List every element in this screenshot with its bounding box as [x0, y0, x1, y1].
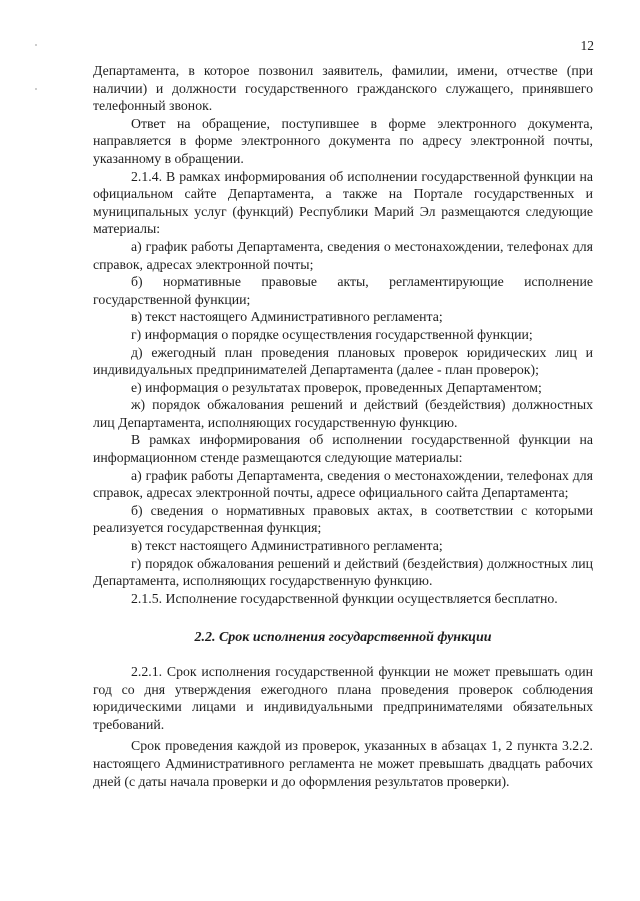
paragraph: 2.1.4. В рамках информирования об исполнении государственной функции на официальном сайте Департамента, а также на Портале государственных и муниципальных услуг (функций) Республики Марий Эл размещаются следующие материалы:	[93, 168, 593, 237]
paragraph: В рамках информирования об исполнении государственной функции на информационном стенде размещаются следующие материалы:	[93, 432, 593, 466]
scan-speck	[35, 88, 37, 90]
paragraph: Департамента, в которое позвонил заявитель, фамилии, имени, отчестве (при наличии) и должности государственного гражданского служащего, принявшего телефонный звонок.	[93, 63, 593, 114]
list-item: а) график работы Департамента, сведения о местонахождении, телефонах для справок, адресах электронной почты, адресе официального сайта Департамента;	[93, 467, 593, 501]
paragraph: Срок проведения каждой из проверок, указанных в абзацах 1, 2 пункта 3.2.2. настоящего Административного регламента не может превышать двадцать рабочих дней (с даты начала проверки и до оформления результатов проверки).	[93, 738, 593, 789]
page-number: 12	[580, 38, 594, 53]
paragraph: 2.2.1. Срок исполнения государственной функции не может превышать один год со дня утверждения ежегодного плана проведения проверок соблюдения юридическими лицами и индивидуальными предпринимателями обязательных требований.	[93, 664, 593, 732]
list-item: б) нормативные правовые акты, регламентирующие исполнение государственной функции;	[93, 274, 593, 307]
list-item: а) график работы Департамента, сведения о местонахождении, телефонах для справок, адресах электронной почты;	[93, 238, 593, 272]
scan-speck	[35, 44, 37, 46]
list-item: в) текст настоящего Административного регламента;	[131, 538, 443, 554]
list-item: д) ежегодный план проведения плановых проверок юридических лиц и индивидуальных предпринимателей Департамента (далее - план проверок);	[93, 344, 593, 378]
list-item: б) сведения о нормативных правовых актах, в соответствии с которыми реализуется государственная функция;	[93, 502, 593, 536]
list-item: г) порядок обжалования решений и действий (бездействия) должностных лиц Департамента, исполняющих государственную функцию.	[93, 555, 593, 589]
document-body	[93, 62, 593, 790]
paragraph: Ответ на обращение, поступившее в форме электронного документа, направляется в форме электронного документа по адресу электронной почты, указанному в обращении.	[93, 115, 593, 166]
list-item: е) информация о результатах проверок, проведенных Департаментом;	[131, 379, 542, 395]
list-item: в) текст настоящего Административного регламента;	[131, 309, 443, 325]
list-item: ж) порядок обжалования решений и действий (бездействия) должностных лиц Департамента, исполняющих государственную функцию.	[93, 397, 593, 430]
section-heading: 2.2. Срок исполнения государственной функции	[194, 630, 492, 646]
paragraph: 2.1.5. Исполнение государственной функции осуществляется бесплатно.	[131, 590, 558, 606]
list-item: г) информация о порядке осуществления государственной функции;	[131, 326, 533, 342]
